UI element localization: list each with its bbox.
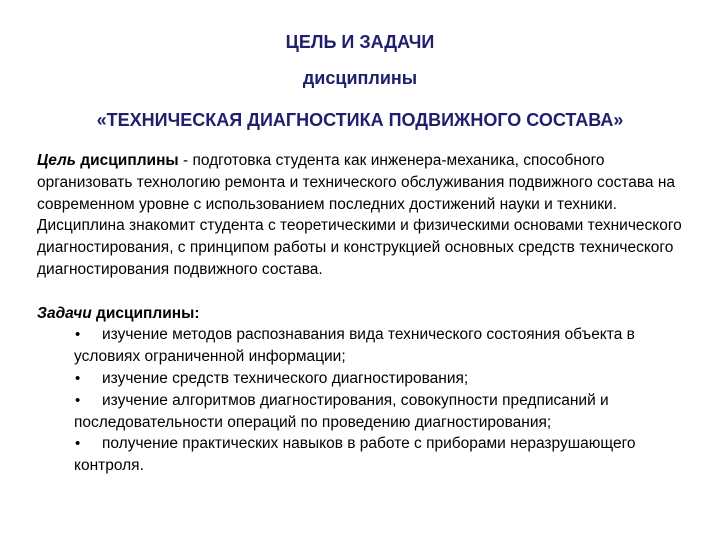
task-list <box>37 324 697 477</box>
task-item <box>37 324 697 368</box>
goal-label-word1: Цель <box>37 152 76 169</box>
task-item <box>37 390 697 434</box>
task-item <box>37 433 697 477</box>
bullet-icon: • <box>75 435 81 453</box>
title-line-1: ЦЕЛЬ И ЗАДАЧИ <box>285 32 435 52</box>
goal-label-word2: дисциплины <box>80 152 179 169</box>
bullet-icon: • <box>75 391 81 409</box>
goal-paragraph <box>37 150 697 281</box>
task-item-text: изучение алгоритмов диагностирования, совокупности предписаний и последовательности операций по проведению диагностирования; <box>74 391 609 431</box>
task-item-text: получение практических навыков в работе с приборами неразрушающего контроля. <box>74 435 636 475</box>
bullet-icon: • <box>75 326 81 344</box>
task-item-text: изучение средств технического диагностирования; <box>102 369 469 387</box>
body-text <box>37 150 697 477</box>
tasks-label-word2: дисциплины: <box>96 304 200 322</box>
goal-text: - подготовка студента как инженера-механика, способного организовать технологию ремонта и технического обслуживания подвижного состава на современном уровне с использованием последних достижений науки и техники. Дисциплина знакомит студента с теоретическими и физическими основами технического диагностирования, с принципом работы и конструкцией основных средств технического диагностирования подвижного состава. <box>37 152 682 278</box>
title-line-2: дисциплины <box>302 68 418 88</box>
title-line-3: «ТЕХНИЧЕСКАЯ ДИАГНОСТИКА ПОДВИЖНОГО СОСТАВА» <box>96 110 624 130</box>
task-item <box>37 368 697 390</box>
bullet-icon: • <box>75 369 81 387</box>
task-item-text: изучение методов распознавания вида технического состояния объекта в условиях ограниченной информации; <box>74 326 635 366</box>
goal-label <box>37 152 179 169</box>
tasks-heading <box>37 303 697 325</box>
tasks-label-word1: Задачи <box>37 304 92 322</box>
